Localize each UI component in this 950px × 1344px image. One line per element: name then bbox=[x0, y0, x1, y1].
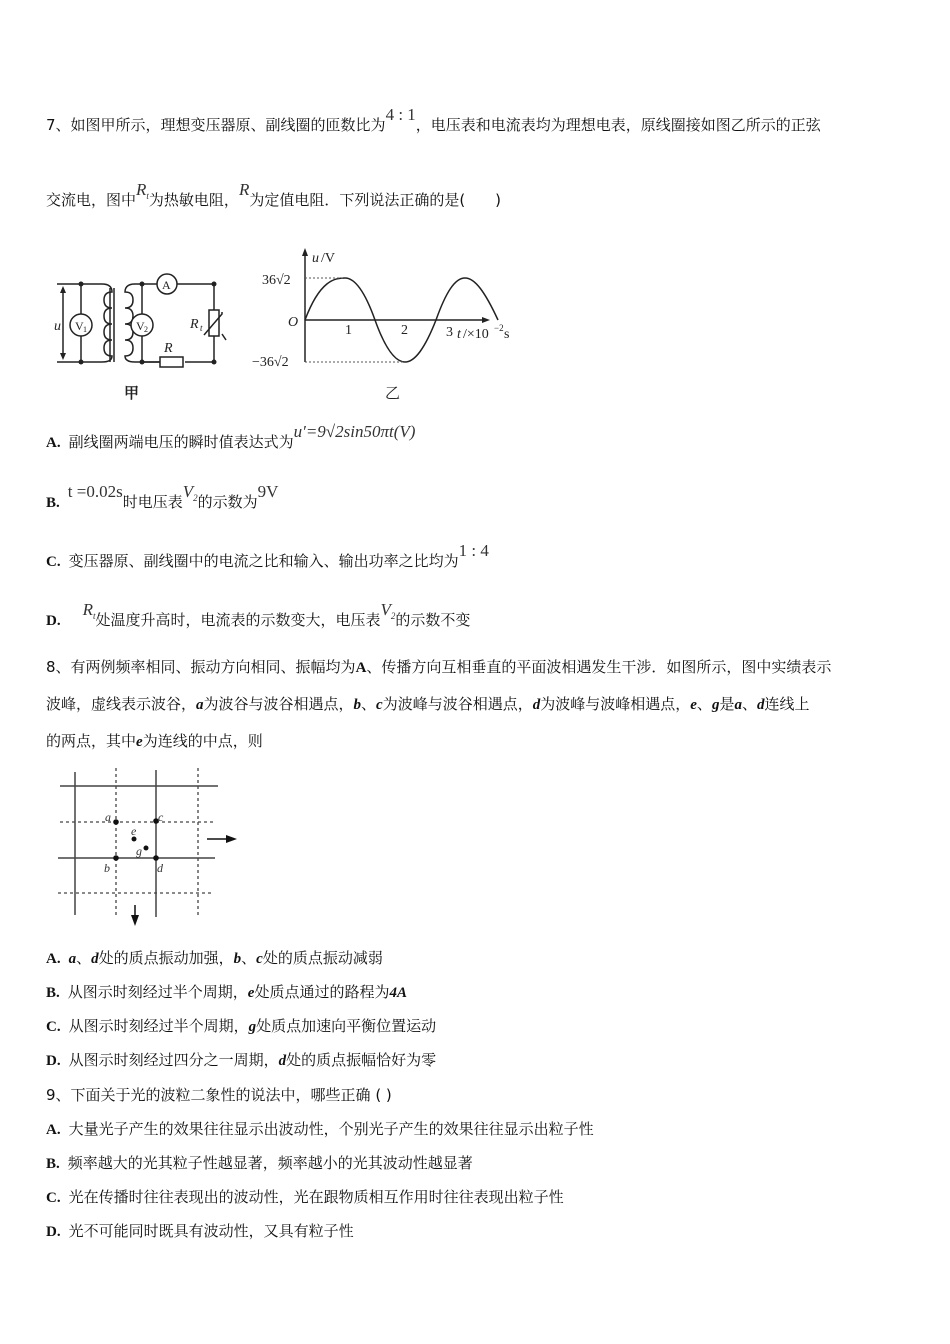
option-label: D. bbox=[46, 613, 61, 629]
q8-option-b bbox=[46, 982, 407, 1003]
option-label: B. bbox=[46, 985, 60, 1001]
var-g: g bbox=[248, 1019, 257, 1035]
option-text: 处的质点振动加强， bbox=[98, 949, 234, 967]
separator: 、 bbox=[241, 949, 257, 967]
svg-text:−36√2: −36√2 bbox=[252, 355, 289, 370]
option-text: 从图示时刻经过四分之一周期， bbox=[68, 1051, 279, 1069]
q9-option-a bbox=[46, 1119, 594, 1140]
option-text: 的示数不变 bbox=[395, 611, 471, 629]
option-text: 处质点加速向平衡位置运动 bbox=[256, 1017, 437, 1035]
svg-text:V: V bbox=[136, 319, 145, 333]
option-label: A. bbox=[46, 951, 61, 967]
var-c: c bbox=[376, 697, 383, 713]
q8-text: 为波谷与波谷相遇点， bbox=[203, 695, 354, 713]
svg-text:V: V bbox=[75, 319, 84, 333]
q7-number: 7、 bbox=[46, 116, 71, 134]
q7-option-c bbox=[46, 541, 489, 572]
option-text: 光不可能同时既具有波动性，又具有粒子性 bbox=[68, 1222, 354, 1240]
option-text: 处的质点振动减弱 bbox=[262, 949, 383, 967]
q7-stem-line2 bbox=[46, 180, 502, 212]
option-text: 频率越大的光其粒子性越显著，频率越小的光其波动性越显著 bbox=[67, 1154, 473, 1172]
q7-stem-line1 bbox=[46, 105, 821, 135]
svg-text:/×10: /×10 bbox=[463, 327, 489, 342]
q7-text: 为热敏电阻， bbox=[148, 191, 239, 209]
q8-stem-line2: 波峰，虚线表示波谷，a为波谷与波谷相遇点，b、c为波峰与波谷相遇点，d为波峰与波峰相遇点，e、g是a、d连线上 bbox=[46, 695, 810, 713]
figure-yi-waveform bbox=[250, 240, 540, 410]
option-text: 时电压表 bbox=[122, 493, 183, 511]
figure-interference-grid bbox=[40, 760, 260, 930]
r-symbol: R bbox=[238, 180, 250, 199]
option-math: u′=9√2sin50πt(V) bbox=[293, 422, 416, 441]
svg-text:1: 1 bbox=[345, 323, 352, 338]
option-label: A. bbox=[46, 435, 61, 451]
option-label: A. bbox=[46, 1122, 61, 1138]
q7-text: 为定值电阻．下列说法正确的是( ) bbox=[249, 191, 502, 209]
value-4a: 4A bbox=[389, 985, 407, 1001]
var-d: d bbox=[91, 951, 99, 967]
svg-text:3: 3 bbox=[446, 325, 453, 340]
option-text: 大量光子产生的效果往往显示出波动性，个别光子产生的效果往往显示出粒子性 bbox=[68, 1120, 594, 1138]
svg-text:t: t bbox=[457, 327, 461, 342]
q8-option-a bbox=[46, 948, 383, 969]
svg-text:e: e bbox=[131, 824, 137, 838]
rt-symbol: $R_t$ bbox=[82, 600, 96, 621]
option-text: 的示数为 bbox=[197, 493, 258, 511]
option-text: 光在传播时往往表现出的波动性，光在跟物质相互作用时往往表现出粒子性 bbox=[68, 1188, 564, 1206]
svg-text:a: a bbox=[105, 810, 111, 824]
q8-text: 为连线的中点，则 bbox=[142, 732, 263, 750]
svg-text:u: u bbox=[312, 251, 319, 266]
rt-symbol: $R_t$ bbox=[136, 180, 149, 201]
var-a: a bbox=[734, 697, 742, 713]
option-text: 处的质点振幅恰好为零 bbox=[286, 1051, 437, 1069]
q7-option-b bbox=[46, 482, 279, 514]
option-math: t =0.02s bbox=[67, 482, 123, 501]
option-label: D. bbox=[46, 1224, 61, 1240]
var-c: c bbox=[256, 951, 263, 967]
var-a: a bbox=[68, 951, 77, 967]
q8-option-c bbox=[46, 1016, 436, 1037]
option-label: B. bbox=[46, 1156, 60, 1172]
svg-text:A: A bbox=[162, 278, 171, 292]
q8-text: 为波峰与波峰相遇点， bbox=[540, 695, 691, 713]
q7-ratio: 4 : 1 bbox=[385, 105, 416, 124]
option-label: C. bbox=[46, 1190, 61, 1206]
q8-stem-line1 bbox=[46, 657, 831, 678]
svg-text:甲: 甲 bbox=[124, 384, 140, 402]
option-math: 9V bbox=[257, 482, 279, 501]
q9-option-d bbox=[46, 1221, 354, 1242]
q8-text: 、传播方向互相垂直的平面波相遇发生干涉．如图所示，图中实绩表示 bbox=[366, 658, 832, 676]
option-text: 副线圈两端电压的瞬时值表达式为 bbox=[68, 433, 294, 451]
svg-text:R: R bbox=[164, 341, 173, 356]
option-math: 1 : 4 bbox=[458, 541, 489, 560]
option-text: 处质点通过的路程为 bbox=[254, 983, 390, 1001]
q8-amp: A bbox=[355, 660, 367, 676]
svg-text:d: d bbox=[157, 861, 163, 875]
svg-text:u: u bbox=[54, 319, 61, 334]
svg-text:/V: /V bbox=[321, 251, 335, 266]
var-e: e bbox=[247, 985, 255, 1001]
q8-text: 为波峰与波谷相遇点， bbox=[382, 695, 533, 713]
var-e: e bbox=[136, 734, 143, 750]
q8-text: 连线上 bbox=[764, 695, 810, 713]
var-d: d bbox=[532, 697, 541, 713]
var-e: e bbox=[690, 697, 697, 713]
q7-option-a bbox=[46, 422, 416, 453]
q8-stem-line3 bbox=[46, 731, 263, 752]
svg-text:2: 2 bbox=[144, 325, 148, 334]
svg-text:2: 2 bbox=[401, 323, 408, 338]
svg-text:1: 1 bbox=[83, 325, 87, 334]
q7-text: 如图甲所示，理想变压器原、副线圈的匝数比为 bbox=[70, 116, 386, 134]
svg-text:36√2: 36√2 bbox=[262, 273, 291, 288]
q8-text: 的两点，其中 bbox=[46, 732, 137, 750]
svg-text:乙: 乙 bbox=[385, 384, 401, 402]
q7-text: ，电压表和电流表均为理想电表，原线圈接如图乙所示的正弦 bbox=[415, 116, 821, 134]
option-label: B. bbox=[46, 495, 60, 511]
meter-v2: $V_2$ bbox=[182, 482, 198, 503]
q9-option-b bbox=[46, 1153, 473, 1174]
svg-text:g: g bbox=[136, 844, 142, 858]
svg-text:b: b bbox=[104, 861, 110, 875]
q7-option-d bbox=[46, 600, 471, 632]
q7-text: 交流电，图中 bbox=[46, 191, 137, 209]
q8-text: 波峰，虚线表示波谷， bbox=[46, 695, 197, 713]
var-d: d bbox=[278, 1053, 287, 1069]
figure-jia-circuit bbox=[40, 240, 260, 410]
svg-text:−2: −2 bbox=[494, 323, 504, 333]
var-b: b bbox=[353, 697, 362, 713]
q8-text: 是 bbox=[719, 695, 735, 713]
q8-number: 8、 bbox=[46, 658, 71, 676]
option-text: 变压器原、副线圈中的电流之比和输入、输出功率之比均为 bbox=[68, 552, 459, 570]
meter-v2: $V_2$ bbox=[380, 600, 396, 621]
var-d: d bbox=[756, 697, 765, 713]
option-label: D. bbox=[46, 1053, 61, 1069]
separator: 、 bbox=[76, 949, 92, 967]
svg-text:c: c bbox=[158, 810, 164, 824]
svg-text:O: O bbox=[288, 315, 299, 330]
q9-option-c bbox=[46, 1187, 564, 1208]
var-b: b bbox=[233, 951, 242, 967]
option-label: C. bbox=[46, 1019, 61, 1035]
var-g: g bbox=[711, 697, 720, 713]
option-label: C. bbox=[46, 554, 61, 570]
option-text: 从图示时刻经过半个周期， bbox=[67, 983, 248, 1001]
svg-text:s: s bbox=[504, 327, 510, 342]
q8-option-d bbox=[46, 1050, 436, 1071]
option-text: 从图示时刻经过半个周期， bbox=[68, 1017, 249, 1035]
q8-text: 有两例频率相同、振动方向相同、振幅均为 bbox=[70, 658, 356, 676]
var-a: a bbox=[196, 697, 204, 713]
option-text: 处温度升高时，电流表的示数变大，电压表 bbox=[95, 611, 381, 629]
svg-text:R: R bbox=[190, 317, 199, 332]
svg-text:t: t bbox=[200, 323, 203, 333]
q9-stem: 9、下面关于光的波粒二象性的说法中，哪些正确 ( ) bbox=[46, 1086, 392, 1104]
